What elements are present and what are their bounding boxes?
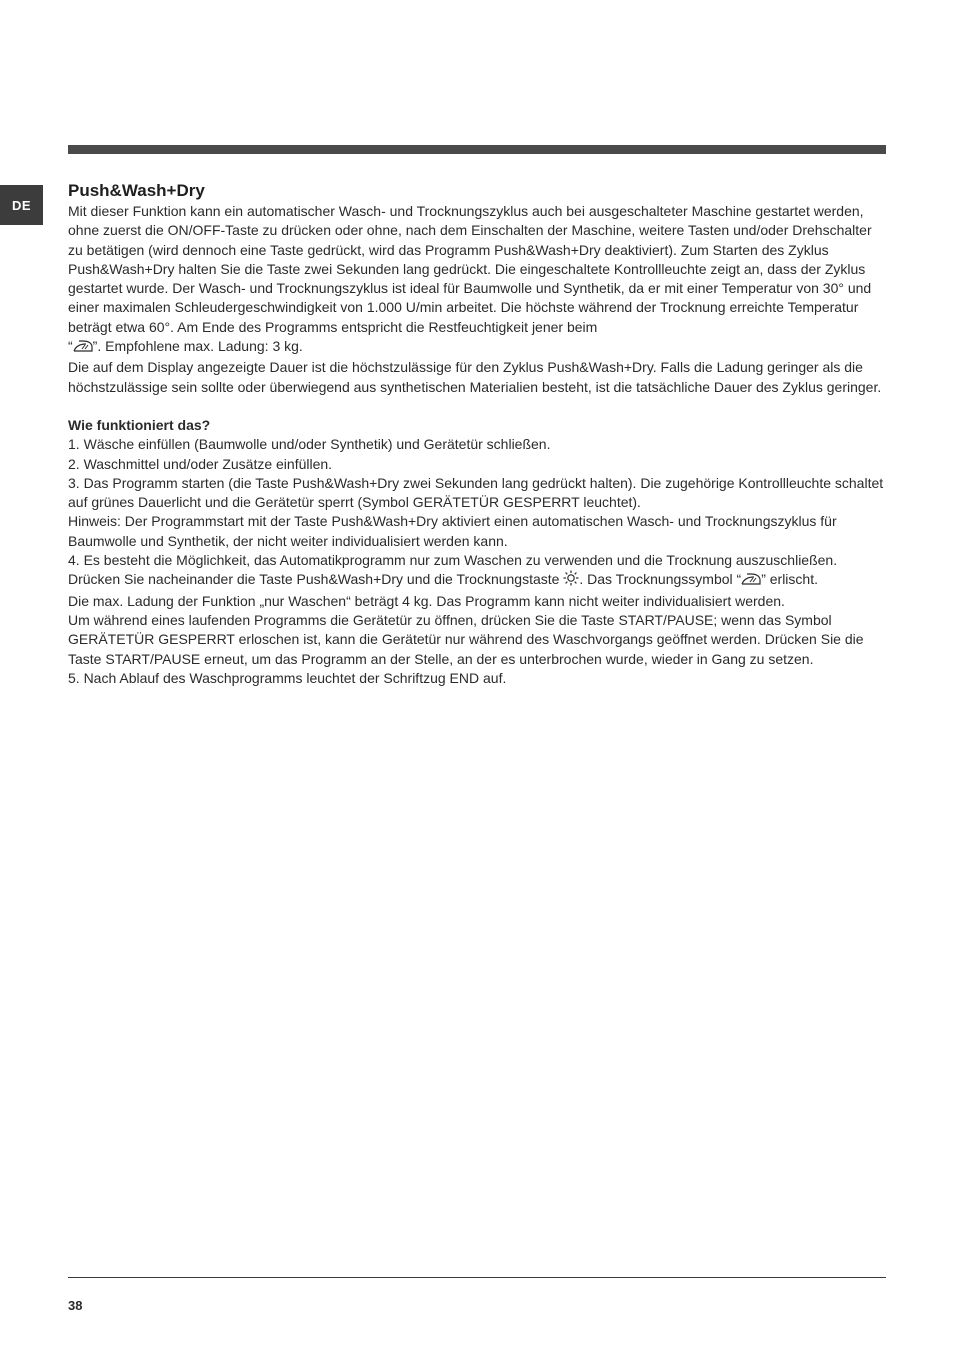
step-1: 1. Wäsche einfüllen (Baumwolle und/oder Synthetik) und Gerätetür schließen. xyxy=(68,436,551,453)
intro-text: Mit dieser Funktion kann ein automatischer Wasch- und Trocknungszyklus auch bei ausgeschalteter Maschine gestartet werden, ohne zuerst die ON/OFF-Taste zu drücken oder ohne, nach dem Einschalten der Maschine, weitere Tasten und/oder Drehschalter zu betätigen (wird dennoch eine Taste gedrückt, wird das Programm Push&Wash+Dry deaktiviert). Zum Starten des Zyklus Push&Wash+Dry halten Sie die Taste zwei Sekunden lang gedrückt. Die eingeschaltete Kontrollleuchte zeigt an, dass der Zyklus gestartet wurde. Der Wasch- und Trocknungszyklus ist ideal für Baumwolle und Synthetik, da er mit einer Temperatur von 30° und einer maximalen Schleudergeschwindigkeit von 1.000 U/min arbeitet. Die höchste während der Trocknung erreichte Temperatur beträgt etwa 60°. Am Ende des Programms entspricht die Restfeuchtigkeit jener beim xyxy=(68,203,872,335)
step-5: 5. Nach Ablauf des Waschprogramms leuchtet der Schriftzug END auf. xyxy=(68,669,507,686)
step-4-text-d: Die max. Ladung der Funktion „nur Waschen“ beträgt 4 kg. Das Programm kann nicht weiter individualisiert werden. xyxy=(68,592,785,609)
step-4-text-a: 4. Es besteht die Möglichkeit, das Automatikprogramm nur zum Waschen zu verwenden und die Trocknung auszuschließen. Drücken Sie nacheinander die Taste Push&Wash+Dry und die Trocknungstaste xyxy=(68,552,838,588)
step-4 xyxy=(68,551,886,611)
door-paragraph: Um während eines laufenden Programms die Gerätetür zu öffnen, drücken Sie die Taste START/PAUSE; wenn das Symbol GERÄTETÜR GESPERRT erloschen ist, kann die Gerätetür nur während des Waschvorgangs geöffnet werden. Drücken Sie die Taste START/PAUSE erneut, um das Programm an der Stelle, an der es unterbrochen wurde, wieder in Gang zu setzen. xyxy=(68,611,864,667)
intro-text-tail: ”. Empfohlene max. Ladung: 3 kg. xyxy=(92,338,303,355)
top-rule xyxy=(68,145,886,154)
how-it-works-heading: Wie funktioniert das? xyxy=(68,416,211,433)
step-4-text-c: ” erlischt. xyxy=(761,571,818,588)
iron-dry-icon xyxy=(741,572,761,591)
note: Hinweis: Der Programmstart mit der Taste Push&Wash+Dry aktiviert einen automatischen Wasch- und Trocknungszyklus für Baumwolle und Synthetik, der nicht weiter individualisiert werden kann. xyxy=(68,513,837,549)
section-title: Push&Wash+Dry xyxy=(68,181,205,200)
spacer xyxy=(68,397,886,416)
main-content xyxy=(68,180,886,688)
page-number: 38 xyxy=(68,1298,83,1313)
bottom-rule xyxy=(68,1277,886,1278)
step-2: 2. Waschmittel und/oder Zusätze einfüllen. xyxy=(68,455,333,472)
step-3: 3. Das Programm starten (die Taste Push&Wash+Dry zwei Sekunden lang gedrückt halten). Die zugehörige Kontrollleuchte schaltet auf grünes Dauerlicht und die Gerätetür sperrt (Symbol GERÄTETÜR GESPERRT leuchtet). xyxy=(68,474,884,511)
step-4-text-b: . Das Trocknungssymbol “ xyxy=(579,571,742,588)
language-tab: DE xyxy=(0,185,43,225)
iron-dry-icon xyxy=(73,339,93,358)
duration-paragraph: Die auf dem Display angezeigte Dauer ist die höchstzulässige für den Zyklus Push&Wash+Dry. Falls die Ladung geringer als die höchstzulässige sein sollte oder überwiegend aus synthetischen Materialien besteht, ist die tatsächliche Dauer des Zyklus geringer. xyxy=(68,359,882,395)
intro-paragraph: Mit dieser Funktion kann ein automatischer Wasch- und Trocknungszyklus auch bei ausgeschalteter Maschine gestartet werden, ohne zuerst die ON/OFF-Taste zu drücken oder ohne, nach dem Einschalten der Maschine, weitere Tasten und/oder Drehschalter zu betätigen (wird dennoch eine Taste gedrückt, wird das Programm Push&Wash+Dry deaktiviert). Zum Starten des Zyklus Push&Wash+Dry halten Sie die Taste zwei Sekunden lang gedrückt. Die eingeschaltete Kontrollleuchte zeigt an, dass der Zyklus gestartet wurde. Der Wasch- und Trocknungszyklus ist ideal für Baumwolle und Synthetik, da er mit einer Temperatur von 30° und einer maximalen Schleudergeschwindigkeit von 1.000 U/min arbeitet. Die höchste während der Trocknung erreichte Temperatur beträgt etwa 60°. Am Ende des Programms entspricht die Restfeuchtigkeit jener beim “ ”. Empfohlene max. Ladung: 3 kg. xyxy=(68,202,886,358)
sun-drying-icon xyxy=(563,570,579,591)
